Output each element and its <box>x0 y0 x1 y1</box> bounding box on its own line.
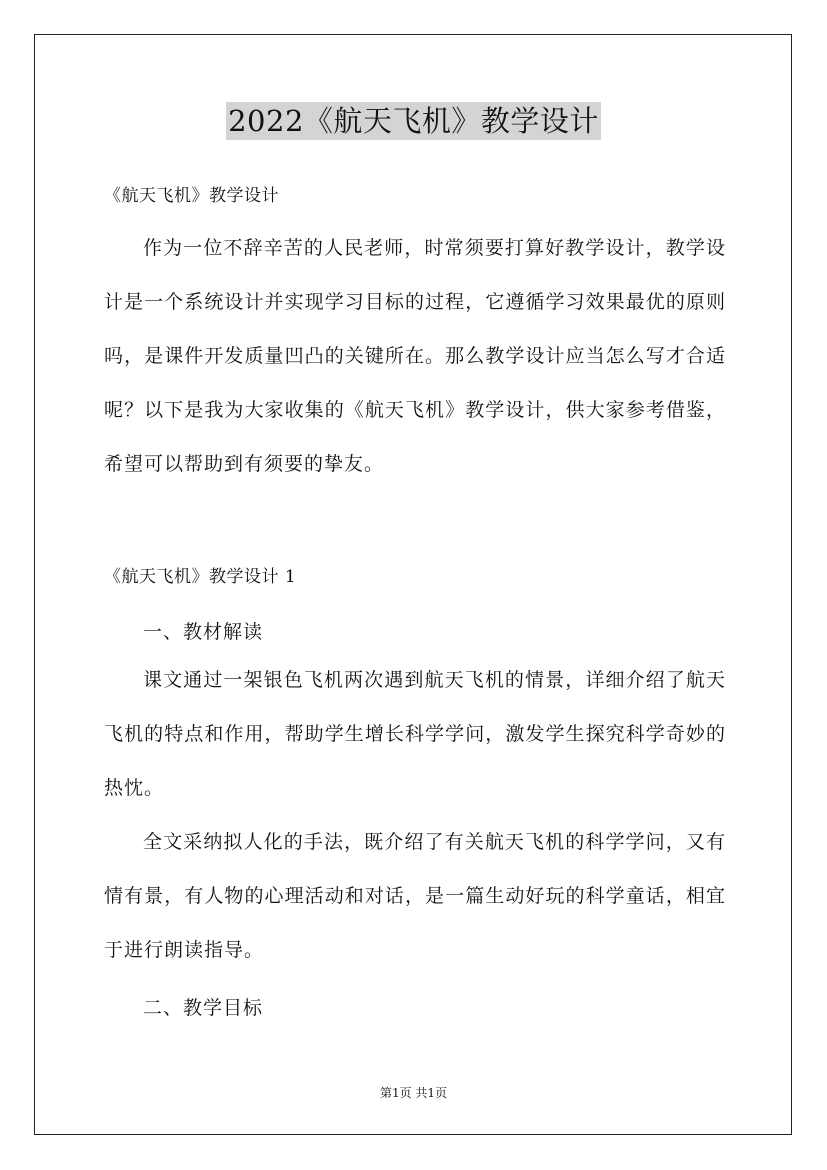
document-subtitle: 《航天飞机》教学设计 <box>104 186 279 206</box>
heading-teaching-goals: 二、教学目标 <box>143 997 264 1019</box>
title-container <box>0 102 827 140</box>
heading-textbook-analysis: 一、教材解读 <box>143 621 264 643</box>
paragraph-textbook-1: 课文通过一架银色飞机两次遇到航天飞机的情景，详细介绍了航天飞机的特点和作用，帮助学生增长科学学问，激发学生探究科学奇妙的热忱。 <box>104 669 726 799</box>
section-title: 《航天飞机》教学设计 1 <box>104 567 297 587</box>
page-footer: 第1页 共1页 <box>379 1086 448 1100</box>
document-title: 2022《航天飞机》教学设计 <box>228 104 599 138</box>
paragraph-textbook-2: 全文采纳拟人化的手法，既介绍了有关航天飞机的科学学问，又有情有景，有人物的心理活动和对话，是一篇生动好玩的科学童话，相宜于进行朗读指导。 <box>104 831 726 961</box>
intro-paragraph: 作为一位不辞辛苦的人民老师，时常须要打算好教学设计，教学设计是一个系统设计并实现学习目标的过程，它遵循学习效果最优的原则吗，是课件开发质量凹凸的关键所在。那么教学设计应当怎么写才合适呢？以下是我为大家收集的《航天飞机》教学设计，供大家参考借鉴，希望可以帮助到有须要的挚友。 <box>104 237 726 475</box>
